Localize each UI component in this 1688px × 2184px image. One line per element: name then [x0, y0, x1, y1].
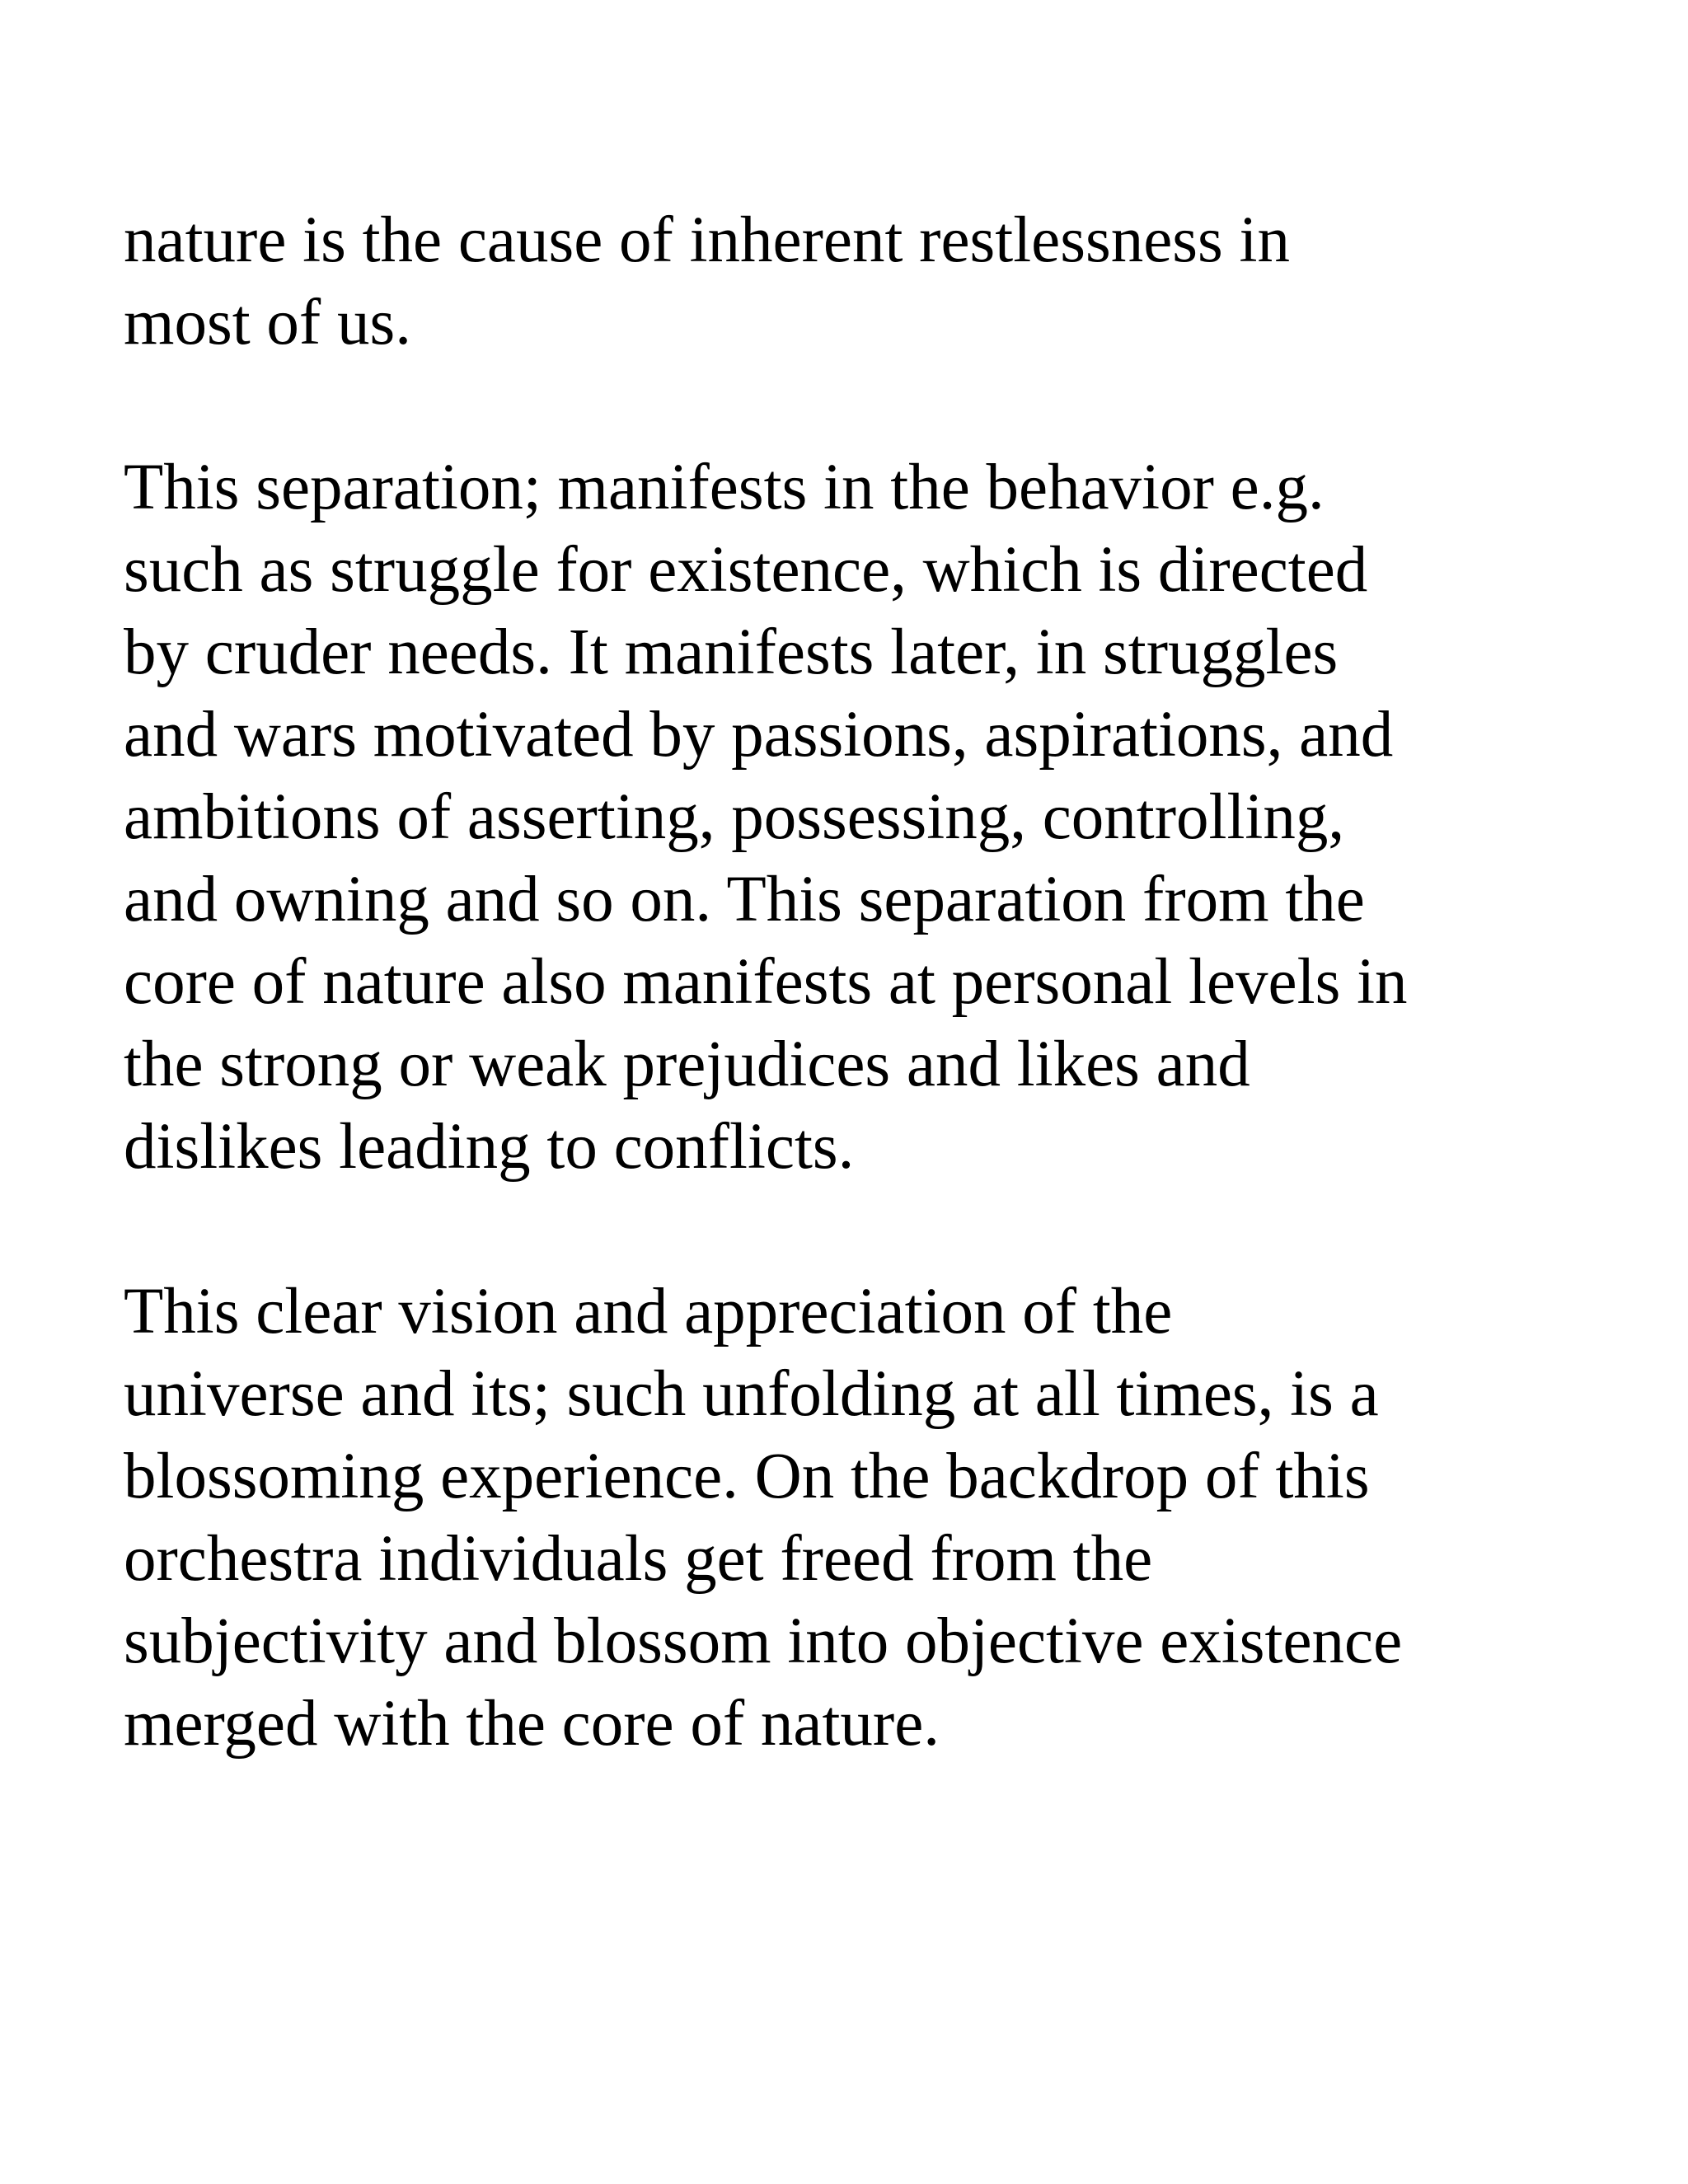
text-line: This clear vision and appreciation of the — [124, 1276, 1173, 1347]
paragraph-3 — [124, 1271, 1624, 1765]
text-line: orchestra individuals get freed from the — [124, 1523, 1153, 1595]
text-line: the strong or weak prejudices and likes and — [124, 1029, 1250, 1100]
text-line: core of nature also manifests at personal levels in — [124, 946, 1408, 1018]
paragraph-1 — [124, 199, 1624, 364]
text-line: universe and its; such unfolding at all times, is a — [124, 1358, 1379, 1430]
text-line: blossoming experience. On the backdrop of this — [124, 1441, 1370, 1512]
paragraph-2 — [124, 447, 1624, 1188]
text-line: dislikes leading to conflicts. — [124, 1111, 855, 1183]
body-text — [124, 199, 1624, 1765]
text-line: ambitions of asserting, possessing, controlling, — [124, 781, 1345, 853]
text-line: subjectivity and blossom into objective existence — [124, 1605, 1403, 1677]
text-line: and owning and so on. This separation from the — [124, 864, 1365, 935]
text-line: merged with the core of nature. — [124, 1688, 940, 1760]
text-line: and wars motivated by passions, aspirations, and — [124, 699, 1394, 771]
text-line: nature is the cause of inherent restlessness in — [124, 204, 1290, 276]
text-line: This separation; manifests in the behavior e.g. — [124, 452, 1325, 523]
text-line: by cruder needs. It manifests later, in struggles — [124, 616, 1339, 688]
text-line: such as struggle for existence, which is directed — [124, 534, 1368, 606]
text-line: most of us. — [124, 287, 411, 359]
